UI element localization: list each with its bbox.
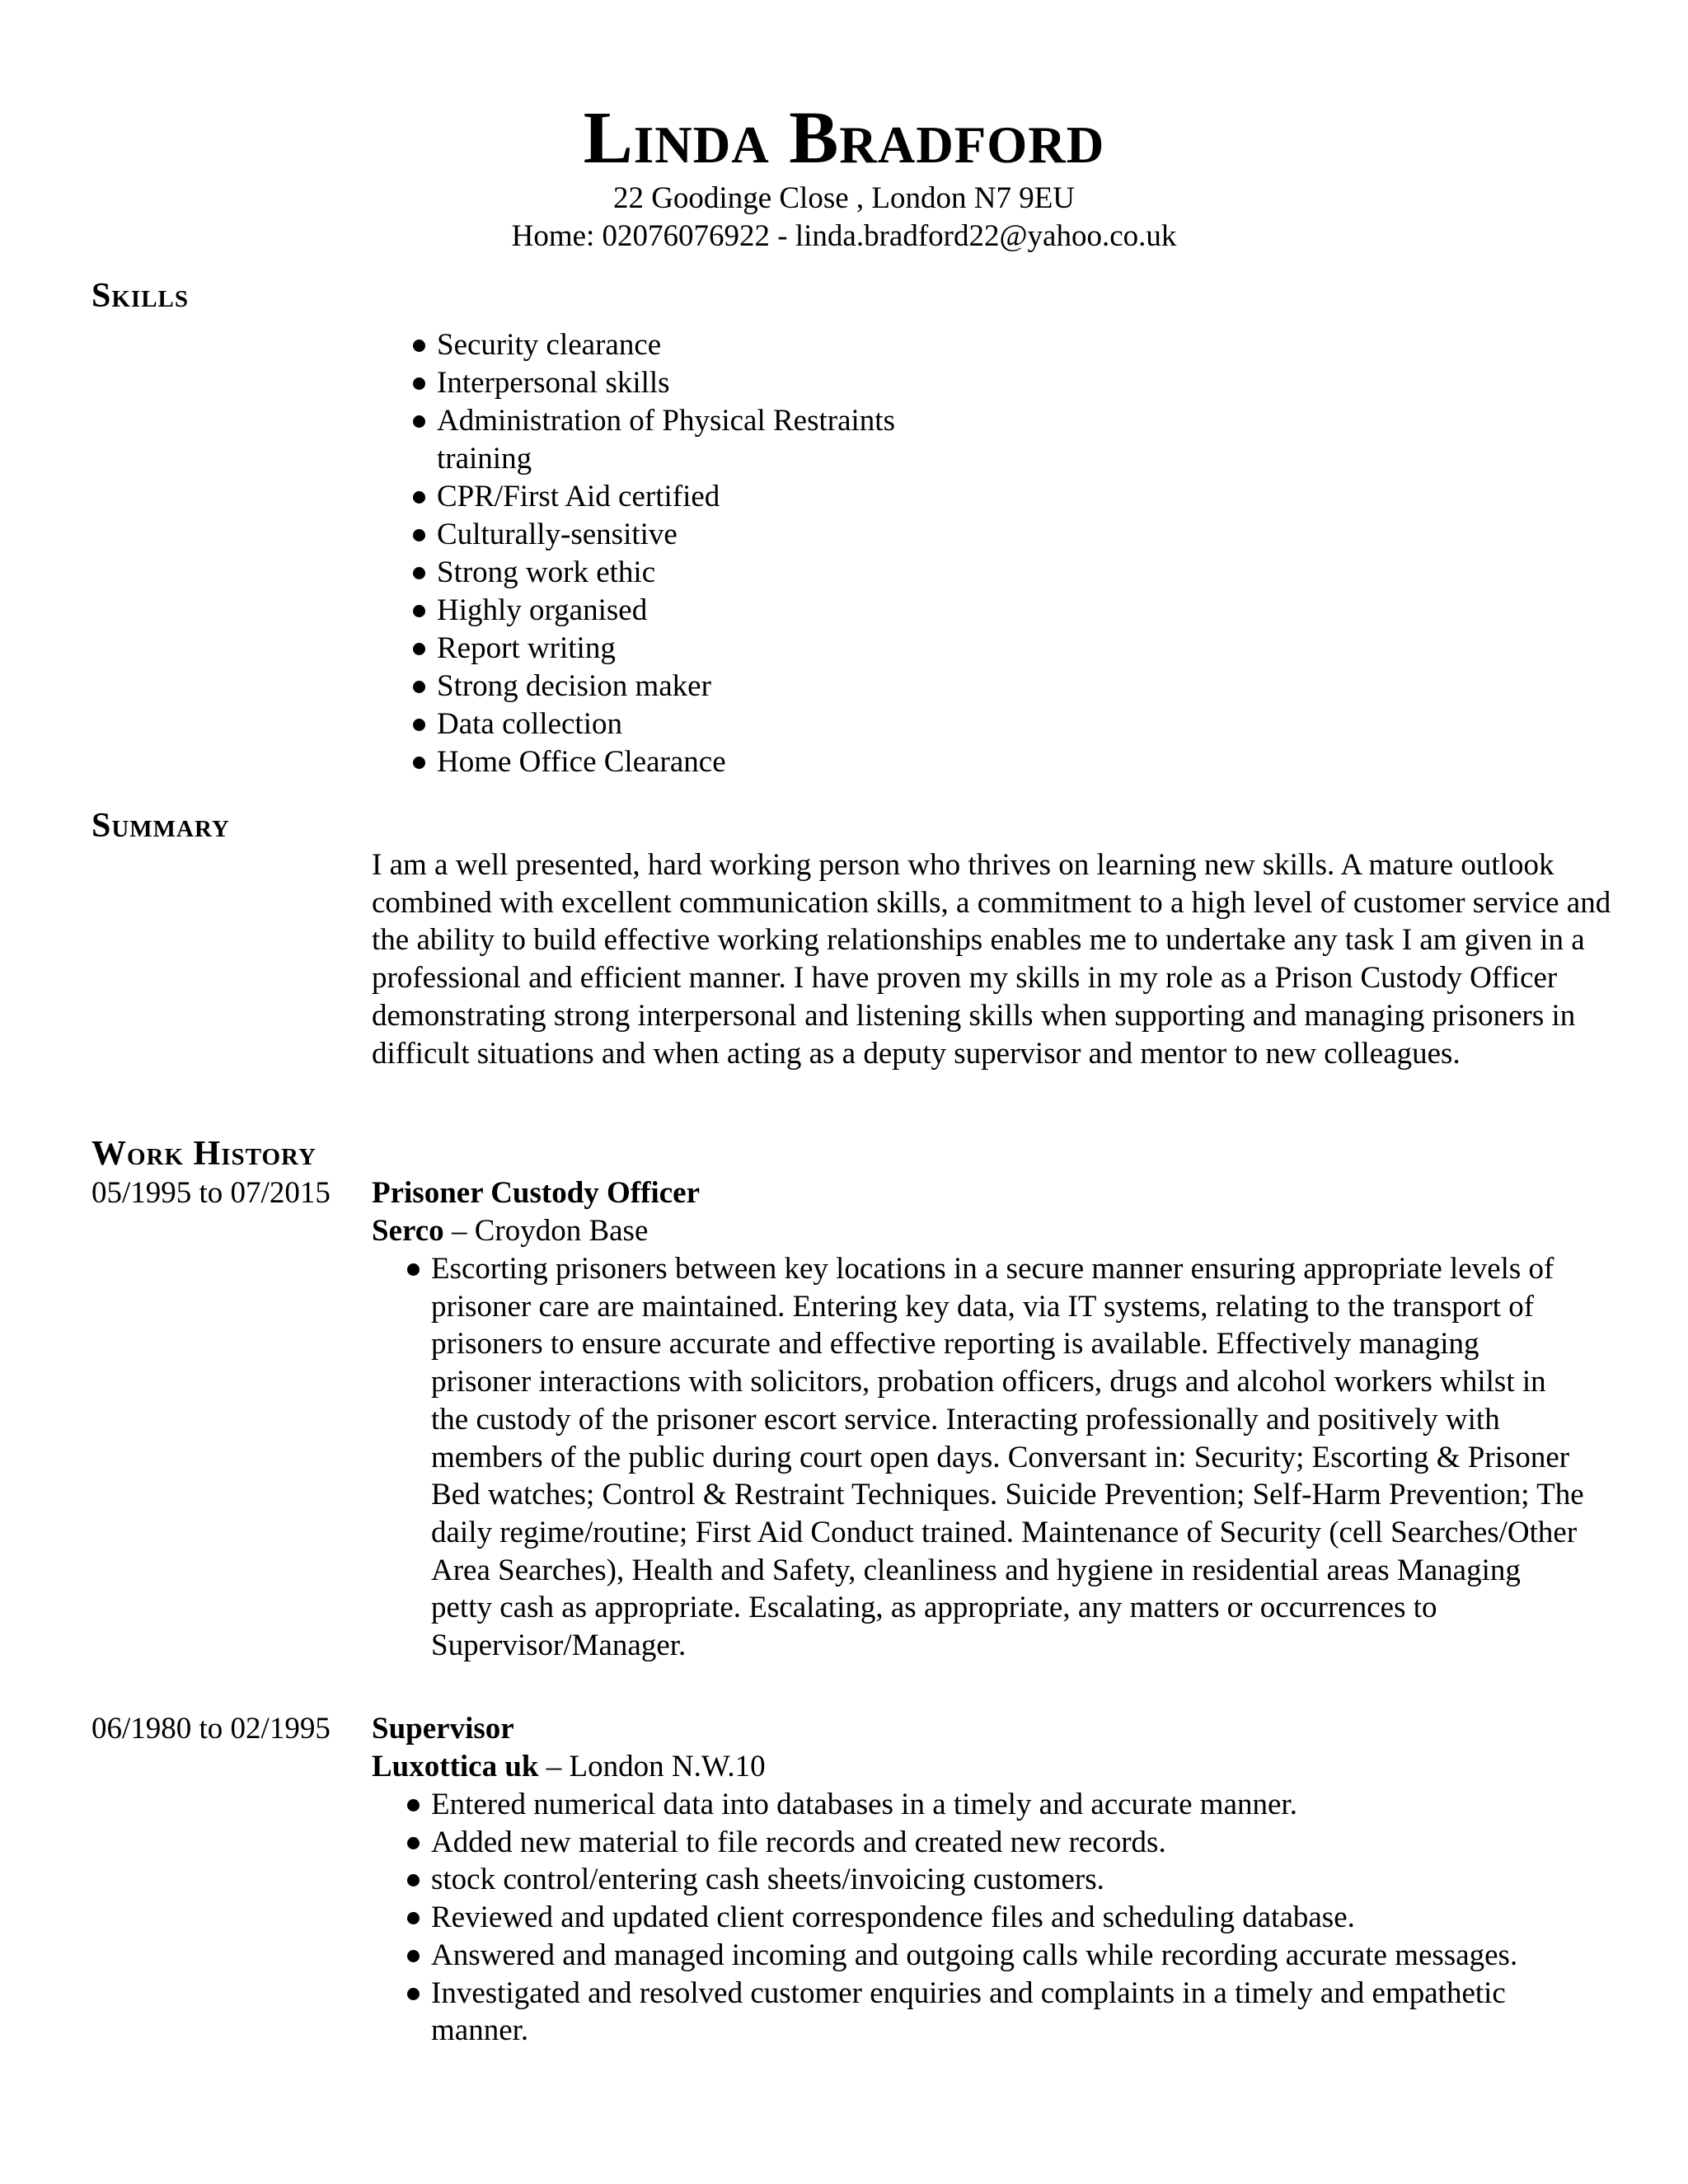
skill-item: Strong work ethic: [437, 554, 1014, 592]
job-dates: 06/1980 to 02/1995: [91, 1712, 331, 1746]
bullet-icon: [407, 1912, 420, 1924]
bullet-icon: [413, 605, 425, 617]
duty-item: Investigated and resolved customer enquiries and complaints in a timely and empathetic manner.: [431, 1975, 1527, 2050]
bullet-icon: [413, 415, 425, 428]
bullet-icon: [407, 1950, 420, 1962]
bullet-icon: [413, 757, 425, 769]
bullet-icon: [413, 643, 425, 655]
job-title: Prisoner Custody Officer: [372, 1176, 701, 1210]
company-name: Luxottica uk: [372, 1750, 539, 1783]
bullet-icon: [407, 1988, 420, 2000]
bullet-icon: [407, 1837, 420, 1849]
skills-list: [437, 326, 1014, 781]
duty-item: Added new material to file records and created new records.: [431, 1824, 1527, 1862]
contact-phone-email: Home: 02076076922 - linda.bradford22@yahoo.co.uk: [511, 219, 1177, 253]
bullet-icon: [407, 1263, 420, 1276]
bullet-icon: [413, 567, 425, 579]
bullet-icon: [413, 719, 425, 731]
job-duties-list: [431, 1250, 1585, 1665]
work-history-heading: Work History: [91, 1135, 316, 1173]
skill-item: Interpersonal skills: [437, 364, 1014, 402]
company-location: – London N.W.10: [538, 1750, 766, 1783]
summary-heading: Summary: [91, 807, 230, 845]
duty-item: Reviewed and updated client correspondence files and scheduling database.: [431, 1899, 1527, 1937]
duty-item: Escorting prisoners between key locations in a secure manner ensuring appropriate levels of prisoner care are maintained. Entering key data, via IT systems, relating to the transport of prisoners to ensure accurate and effective reporting is available. Effectively managing prisoner interactions with solicitors, probation officers, drugs and alcohol workers whilst in the custody of the prisoner escort service. Interacting professionally and positively with members of the public during court open days. Conversant in: Security; Escorting & Prisoner Bed watches; Control & Restraint Techniques. Suicide Prevention; Self-Harm Prevention; The daily regime/routine; First Aid Conduct trained. Maintenance of Security (cell Searches/Other Area Searches), Health and Safety, cleanliness and hygiene in residential areas Managing petty cash as appropriate. Escalating, as appropriate, any matters or occurrences to Supervisor/Manager.: [431, 1250, 1585, 1665]
skill-item: Strong decision maker: [437, 668, 1014, 705]
company-location: – Croydon Base: [443, 1214, 649, 1248]
skill-item: Data collection: [437, 705, 1014, 743]
contact-address: 22 Goodinge Close , London N7 9EU: [612, 181, 1076, 215]
bullet-icon: [413, 529, 425, 541]
job-company-line: [372, 1748, 766, 1786]
bullet-icon: [413, 681, 425, 693]
skill-item: CPR/First Aid certified: [437, 478, 1014, 516]
duty-item: stock control/entering cash sheets/invoicing customers.: [431, 1861, 1527, 1899]
skills-heading: Skills: [91, 277, 190, 315]
bullet-icon: [413, 491, 425, 504]
skill-item: Culturally-sensitive: [437, 516, 1014, 554]
summary-text: I am a well presented, hard working person who thrives on learning new skills. A mature outlook combined with excellent communication skills, a commitment to a high level of customer service and the ability to build effective working relationships enables me to undertake any task I am given in a professional and efficient manner. I have proven my skills in my role as a Prison Custody Officer demonstrating strong interpersonal and listening skills when supporting and managing prisoners in difficult situations and when acting as a deputy supervisor and mentor to new colleagues.: [372, 848, 1611, 1071]
job-dates: 05/1995 to 07/2015: [91, 1176, 331, 1210]
duty-item: Entered numerical data into databases in a timely and accurate manner.: [431, 1786, 1527, 1824]
candidate-name: Linda Bradford: [583, 97, 1105, 179]
job-company-line: [372, 1212, 648, 1250]
job-title: Supervisor: [372, 1712, 514, 1746]
bullet-icon: [407, 1799, 420, 1811]
bullet-icon: [413, 340, 425, 352]
skill-item: Administration of Physical Restraints training: [437, 402, 981, 478]
duty-item: Answered and managed incoming and outgoing calls while recording accurate messages.: [431, 1937, 1527, 1975]
skill-item: Highly organised: [437, 592, 1014, 630]
company-name: Serco: [372, 1214, 444, 1248]
skill-item: Security clearance: [437, 326, 1014, 364]
skill-item: Report writing: [437, 630, 1014, 668]
skill-item: Home Office Clearance: [437, 743, 1014, 781]
bullet-icon: [407, 1874, 420, 1886]
job-duties-list: [431, 1786, 1527, 2050]
bullet-icon: [413, 377, 425, 390]
